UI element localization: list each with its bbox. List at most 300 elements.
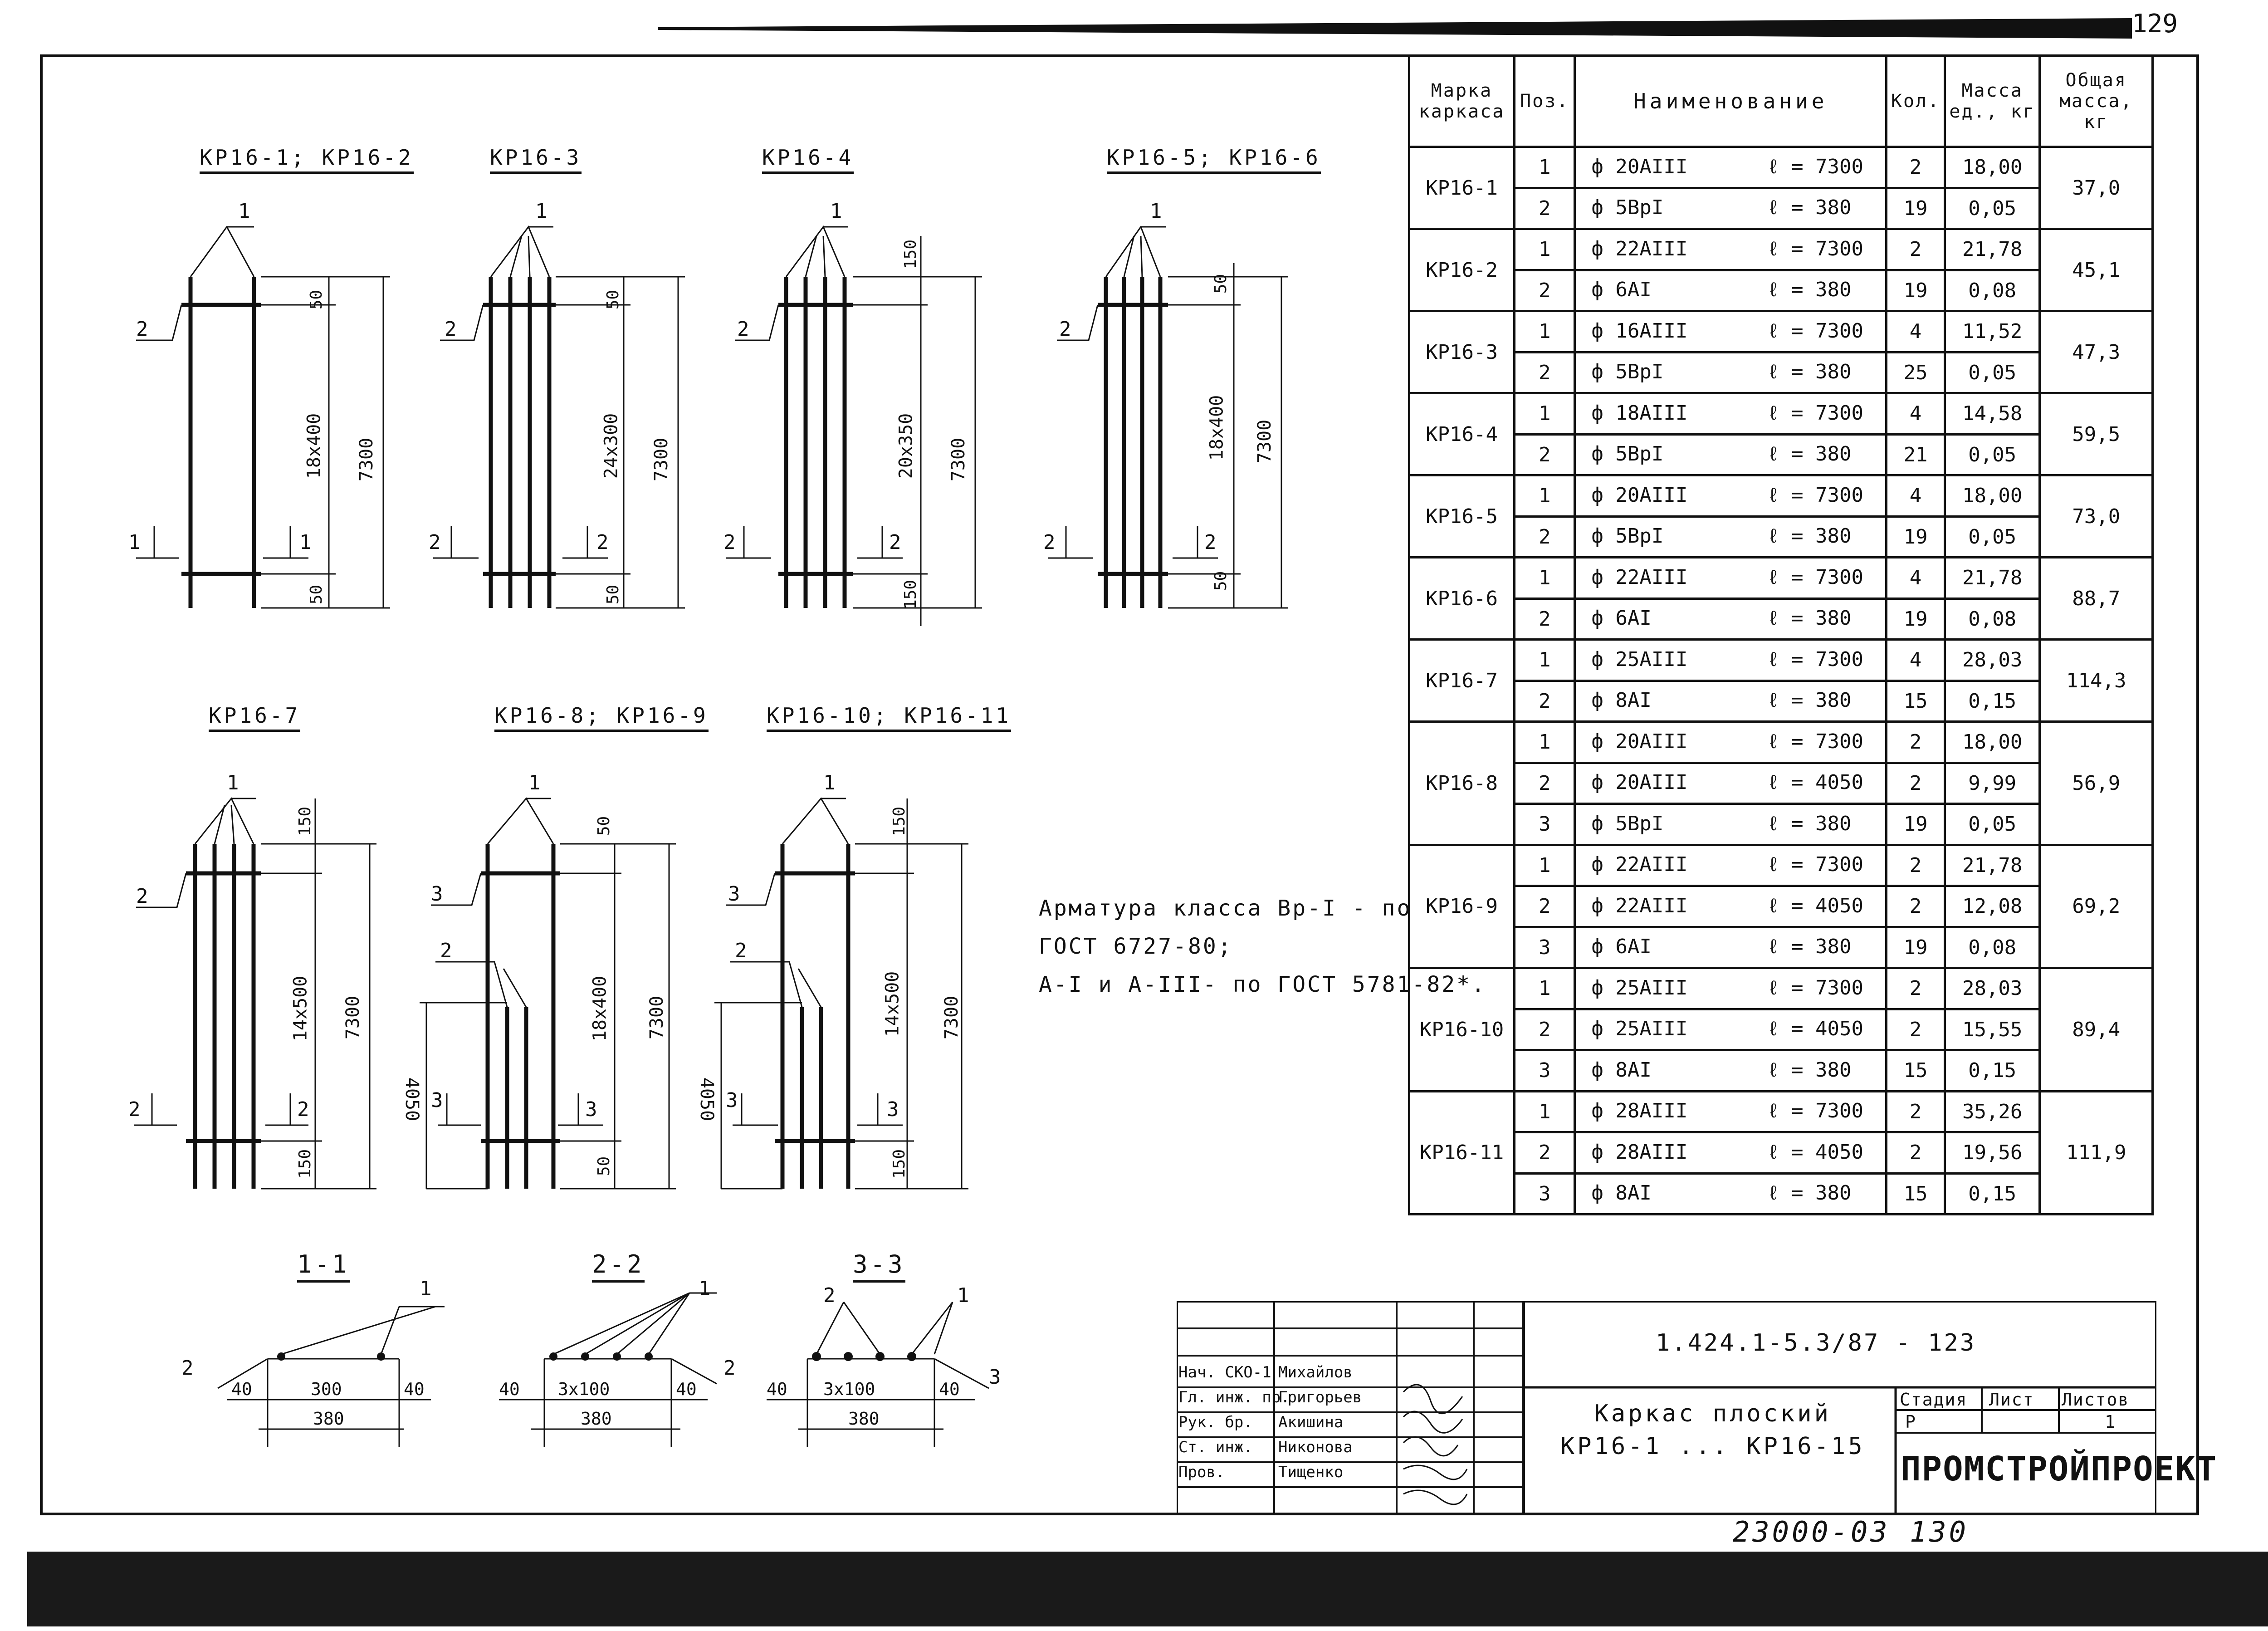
bar-length: ℓ = 7300 [1767, 976, 1864, 999]
cell-unit-mass: 19,56 [1945, 1132, 2039, 1174]
pos-label: 3 [728, 882, 740, 906]
sig-role: Рук. бр. [1178, 1413, 1253, 1431]
cell-qty: 2 [1887, 722, 1945, 763]
sig-name: Тищенко [1278, 1463, 1344, 1481]
bar-length: ℓ = 380 [1767, 278, 1852, 302]
section-mark: 2 [596, 531, 609, 554]
cell-name [1575, 1132, 1887, 1174]
header-total-mass: Общая масса, кг [2040, 56, 2153, 147]
bar-designation: ф 22АIII [1591, 237, 1688, 260]
frame-title-4: КР16-5; КР16-6 [1107, 145, 1321, 174]
cell-total-mass: 111,9 [2040, 1091, 2153, 1215]
cell-unit-mass: 15,55 [1945, 1009, 2039, 1050]
sig-name: Никонова [1278, 1438, 1353, 1456]
cell-pos: 1 [1515, 722, 1575, 763]
cell-unit-mass: 18,00 [1945, 147, 2039, 188]
cell-name [1575, 393, 1887, 435]
cell-unit-mass: 0,15 [1945, 681, 2039, 722]
bar-designation: ф 6АI [1591, 278, 1652, 302]
sig-name: Михайлов [1278, 1363, 1353, 1381]
cell-unit-mass: 0,08 [1945, 927, 2039, 968]
cell-total-mass: 88,7 [2040, 558, 2153, 640]
pos-label: 2 [723, 1357, 736, 1380]
dim-text: 20x350 [895, 413, 917, 479]
cell-qty: 2 [1887, 229, 1945, 270]
cell-pos: 2 [1515, 681, 1575, 722]
bar-designation: ф 8АI [1591, 1181, 1652, 1205]
cell-pos: 2 [1515, 886, 1575, 927]
cell-qty: 15 [1887, 1050, 1945, 1092]
cell-mark: КР16-1 [1409, 147, 1515, 229]
drawing-title [1560, 1397, 1865, 1463]
dim-text: 40 [939, 1379, 960, 1399]
dim-text: 50 [307, 584, 326, 605]
dim-text: 7300 [356, 437, 377, 482]
header-pos: Поз. [1515, 56, 1575, 147]
cell-qty: 4 [1887, 311, 1945, 353]
cell-unit-mass: 14,58 [1945, 393, 2039, 435]
dim-text: 380 [848, 1409, 880, 1429]
bar-length: ℓ = 7300 [1767, 853, 1864, 877]
frame-title-1: КР16-1; КР16-2 [200, 145, 414, 174]
cell-name [1575, 722, 1887, 763]
pos-label: 1 [699, 1277, 711, 1300]
cell-name [1575, 1091, 1887, 1132]
bar-length: ℓ = 7300 [1767, 319, 1864, 343]
cell-name [1575, 1050, 1887, 1092]
cell-unit-mass: 28,03 [1945, 640, 2039, 681]
cell-unit-mass: 0,05 [1945, 434, 2039, 475]
cell-pos: 1 [1515, 558, 1575, 599]
cell-mark: КР16-3 [1409, 311, 1515, 393]
cell-unit-mass: 35,26 [1945, 1091, 2039, 1132]
cell-qty: 2 [1887, 147, 1945, 188]
bar-length: ℓ = 380 [1767, 1058, 1852, 1082]
cell-pos: 3 [1515, 1173, 1575, 1215]
cell-unit-mass: 0,08 [1945, 270, 2039, 311]
bar-designation: ф 20АIII [1591, 155, 1688, 178]
bar-designation: ф 18АIII [1591, 401, 1688, 425]
cell-qty: 15 [1887, 681, 1945, 722]
section-mark: 1 [128, 531, 141, 554]
dim-text: 150 [901, 239, 920, 269]
bar-designation: ф 28АIII [1591, 1099, 1688, 1123]
dim-text: 24x300 [601, 413, 622, 479]
cell-name [1575, 1009, 1887, 1050]
cell-unit-mass: 0,08 [1945, 598, 2039, 640]
bar-length: ℓ = 7300 [1767, 401, 1864, 425]
cell-name [1575, 352, 1887, 393]
bar-length: ℓ = 380 [1767, 607, 1852, 630]
cell-unit-mass: 0,05 [1945, 352, 2039, 393]
pos-label: 1 [535, 200, 547, 223]
dim-text: 50 [595, 816, 614, 836]
cell-pos: 3 [1515, 927, 1575, 968]
scan-bottom-bar [27, 1552, 2268, 1626]
section-title-3: 3-3 [853, 1250, 905, 1283]
section-title-1: 1-1 [297, 1250, 350, 1283]
table-body [1409, 147, 2153, 1215]
cell-pos: 1 [1515, 393, 1575, 435]
bar-length: ℓ = 4050 [1767, 1140, 1864, 1164]
note-line-1: Арматура класса Вр-I - по [1039, 896, 1412, 921]
cell-qty: 15 [1887, 1173, 1945, 1215]
bar-length: ℓ = 7300 [1767, 1099, 1864, 1123]
cell-name [1575, 147, 1887, 188]
cell-total-mass: 114,3 [2040, 640, 2153, 722]
dim-text: 50 [595, 1156, 614, 1176]
section-mark: 2 [297, 1098, 309, 1121]
cell-unit-mass: 28,03 [1945, 968, 2039, 1009]
bar-length: ℓ = 7300 [1767, 730, 1864, 753]
bar-designation: ф 20АIII [1591, 730, 1688, 753]
bar-designation: ф 28АIII [1591, 1140, 1688, 1164]
pos-label: 1 [830, 200, 842, 223]
dim-text: 150 [901, 579, 920, 610]
stage-header: Стадия [1900, 1390, 1968, 1410]
cell-qty: 2 [1887, 968, 1945, 1009]
table-row [1409, 640, 2153, 681]
section-mark: 2 [723, 531, 736, 554]
cell-pos: 3 [1515, 804, 1575, 845]
bar-designation: ф 6АI [1591, 935, 1652, 959]
cell-unit-mass: 0,15 [1945, 1173, 2039, 1215]
bar-designation: ф 8АI [1591, 1058, 1652, 1082]
section-mark: 2 [429, 531, 441, 554]
cell-name [1575, 886, 1887, 927]
cell-name [1575, 1173, 1887, 1215]
bar-length: ℓ = 380 [1767, 524, 1852, 548]
dim-text: 7300 [651, 437, 672, 482]
cell-qty: 4 [1887, 393, 1945, 435]
cell-mark: КР16-7 [1409, 640, 1515, 722]
dim-text: 40 [404, 1379, 425, 1399]
bar-length: ℓ = 380 [1767, 196, 1852, 220]
header-unit-mass: Масса ед., кг [1945, 56, 2039, 147]
bar-length: ℓ = 4050 [1767, 1017, 1864, 1041]
cell-qty: 4 [1887, 475, 1945, 517]
cell-total-mass: 73,0 [2040, 475, 2153, 558]
bar-designation: ф 16АIII [1591, 319, 1688, 343]
cell-total-mass: 45,1 [2040, 229, 2153, 311]
dim-text: 50 [1212, 571, 1231, 591]
cell-unit-mass: 18,00 [1945, 475, 2039, 517]
cell-total-mass: 37,0 [2040, 147, 2153, 229]
cell-mark: КР16-4 [1409, 393, 1515, 475]
table-row [1409, 311, 2153, 353]
organization-name: ПРОМСТРОЙПРОЕКТ [1901, 1450, 2218, 1489]
cell-unit-mass: 0,05 [1945, 804, 2039, 845]
bar-length: ℓ = 380 [1767, 360, 1852, 384]
bar-designation: ф 5ВрI [1591, 442, 1664, 466]
cell-qty: 19 [1887, 804, 1945, 845]
cell-total-mass: 59,5 [2040, 393, 2153, 475]
cell-pos: 1 [1515, 640, 1575, 681]
sheets-header: Листов [2062, 1390, 2130, 1410]
sig-role: Пров. [1178, 1463, 1225, 1481]
dim-text: 4050 [401, 1077, 423, 1122]
cell-pos: 2 [1515, 1132, 1575, 1174]
cell-pos: 2 [1515, 598, 1575, 640]
bar-length: ℓ = 4050 [1767, 771, 1864, 794]
cell-mark: КР16-2 [1409, 229, 1515, 311]
cell-name [1575, 763, 1887, 804]
bar-designation: ф 22АIII [1591, 565, 1688, 589]
cell-pos: 1 [1515, 845, 1575, 886]
pos-label: 2 [735, 939, 747, 962]
sig-name: Акишина [1278, 1413, 1344, 1431]
dim-text: 3x100 [823, 1379, 875, 1399]
document-code: 1.424.1-5.3/87 - 123 [1656, 1329, 1976, 1357]
dim-text: 150 [296, 1149, 315, 1179]
cell-unit-mass: 12,08 [1945, 886, 2039, 927]
table-row [1409, 229, 2153, 270]
section-mark: 2 [128, 1098, 141, 1121]
dim-text: 40 [499, 1379, 520, 1399]
pos-label: 1 [420, 1277, 432, 1300]
pos-label: 1 [238, 200, 250, 223]
cell-total-mass: 56,9 [2040, 722, 2153, 845]
cell-unit-mass: 11,52 [1945, 311, 2039, 353]
drawing-title-line-1: Каркас плоский [1594, 1400, 1831, 1427]
sig-name: Григорьев [1278, 1388, 1362, 1406]
bar-length: ℓ = 380 [1767, 689, 1852, 712]
pos-label: 1 [823, 771, 836, 794]
dim-text: 150 [296, 806, 315, 837]
bar-length: ℓ = 380 [1767, 812, 1852, 835]
sig-role: Нач. СКО-1 [1178, 1363, 1271, 1381]
pos-label: 3 [989, 1366, 1001, 1389]
cell-qty: 19 [1887, 270, 1945, 311]
cell-name [1575, 311, 1887, 353]
table-row [1409, 1091, 2153, 1132]
pos-label: 2 [136, 318, 148, 341]
frame-title-7: КР16-10; КР16-11 [767, 703, 1011, 732]
cell-pos: 1 [1515, 229, 1575, 270]
table-row [1409, 393, 2153, 435]
cell-name [1575, 270, 1887, 311]
note-line-3: А-I и А-III- по ГОСТ 5781-82*. [1039, 972, 1486, 997]
sig-role: Гл. инж. пр. [1178, 1388, 1290, 1406]
cell-pos: 2 [1515, 1009, 1575, 1050]
bar-designation: ф 6АI [1591, 607, 1652, 630]
cell-pos: 2 [1515, 763, 1575, 804]
table-row [1409, 475, 2153, 517]
dim-text: 150 [890, 806, 909, 837]
archive-number: 23000-03 130 [1733, 1515, 1969, 1548]
section-mark: 3 [726, 1089, 738, 1112]
cell-name [1575, 598, 1887, 640]
pos-label: 1 [1150, 200, 1162, 223]
sheet-number: 129 [2132, 9, 2178, 39]
cell-pos: 1 [1515, 475, 1575, 517]
cell-qty: 2 [1887, 845, 1945, 886]
cell-mark: КР16-6 [1409, 558, 1515, 640]
header-mark: Марка каркаса [1409, 56, 1515, 147]
cell-name [1575, 475, 1887, 517]
cell-name [1575, 188, 1887, 229]
section-mark: 2 [889, 531, 901, 554]
header-qty: Кол. [1887, 56, 1945, 147]
dim-text: 7300 [941, 995, 963, 1040]
cell-pos: 1 [1515, 1091, 1575, 1132]
cell-qty: 4 [1887, 640, 1945, 681]
drawing-title-line-2: КР16-1 ... КР16-15 [1560, 1433, 1865, 1460]
cell-pos: 2 [1515, 352, 1575, 393]
cell-name [1575, 434, 1887, 475]
pos-label: 2 [737, 318, 749, 341]
dim-text: 40 [676, 1379, 697, 1399]
section-mark: 2 [1204, 531, 1217, 554]
cell-pos: 1 [1515, 968, 1575, 1009]
pos-label: 2 [823, 1284, 836, 1307]
note-line-2: ГОСТ 6727-80; [1039, 934, 1233, 959]
dim-text: 50 [604, 289, 623, 310]
cell-name [1575, 516, 1887, 558]
pos-label: 2 [181, 1357, 194, 1380]
bar-designation: ф 22АIII [1591, 894, 1688, 917]
section-mark: 3 [431, 1089, 443, 1112]
sig-role: Ст. инж. [1178, 1438, 1253, 1456]
frame-title-5: КР16-7 [209, 703, 300, 732]
cell-unit-mass: 21,78 [1945, 845, 2039, 886]
pos-label: 1 [957, 1284, 969, 1307]
bar-designation: ф 25АIII [1591, 976, 1688, 999]
cell-mark: КР16-11 [1409, 1091, 1515, 1215]
sheets-value: 1 [2105, 1412, 2116, 1432]
dim-text: 3x100 [558, 1379, 610, 1399]
cell-unit-mass: 9,99 [1945, 763, 2039, 804]
header-name: Наименование [1575, 56, 1887, 147]
dim-text: 7300 [948, 437, 969, 482]
section-mark: 1 [299, 531, 312, 554]
cell-total-mass: 47,3 [2040, 311, 2153, 393]
table-row [1409, 722, 2153, 763]
cell-unit-mass: 0,05 [1945, 188, 2039, 229]
cell-pos: 2 [1515, 434, 1575, 475]
section-title-2: 2-2 [592, 1250, 645, 1283]
cell-name [1575, 804, 1887, 845]
cell-name [1575, 927, 1887, 968]
cell-qty: 2 [1887, 1132, 1945, 1174]
bar-length: ℓ = 4050 [1767, 894, 1864, 917]
cell-mark: КР16-5 [1409, 475, 1515, 558]
section-mark: 3 [887, 1098, 899, 1121]
cell-qty: 2 [1887, 1091, 1945, 1132]
bar-designation: ф 20АIII [1591, 771, 1688, 794]
dim-text: 40 [231, 1379, 252, 1399]
cell-qty: 19 [1887, 927, 1945, 968]
bar-length: ℓ = 380 [1767, 935, 1852, 959]
bar-length: ℓ = 7300 [1767, 483, 1864, 507]
cell-unit-mass: 0,15 [1945, 1050, 2039, 1092]
cell-qty: 25 [1887, 352, 1945, 393]
bar-length: ℓ = 7300 [1767, 237, 1864, 260]
table-row [1409, 558, 2153, 599]
bar-length: ℓ = 380 [1767, 1181, 1852, 1205]
bar-designation: ф 5ВрI [1591, 524, 1664, 548]
dim-text: 18x400 [303, 413, 325, 479]
cell-qty: 19 [1887, 598, 1945, 640]
bar-designation: ф 22АIII [1591, 853, 1688, 877]
dim-text: 14x500 [290, 975, 311, 1042]
table-header-row [1409, 56, 2153, 147]
cell-unit-mass: 21,78 [1945, 229, 2039, 270]
bar-designation: ф 8АI [1591, 689, 1652, 712]
dim-text: 50 [1212, 274, 1231, 294]
dim-text: 150 [890, 1149, 909, 1179]
dim-text: 4050 [696, 1077, 718, 1122]
sheet-header: Лист [1989, 1390, 2034, 1410]
dim-text: 7300 [342, 995, 364, 1040]
cell-pos: 1 [1515, 311, 1575, 353]
cell-unit-mass: 18,00 [1945, 722, 2039, 763]
specification-table [1408, 54, 2154, 1215]
cell-qty: 2 [1887, 763, 1945, 804]
cell-name [1575, 640, 1887, 681]
cell-qty: 2 [1887, 886, 1945, 927]
bar-length: ℓ = 7300 [1767, 155, 1864, 178]
table-row [1409, 968, 2153, 1009]
table-row [1409, 845, 2153, 886]
cell-name [1575, 558, 1887, 599]
section-mark: 2 [1043, 531, 1056, 554]
dim-text: 300 [311, 1379, 342, 1399]
bar-length: ℓ = 7300 [1767, 647, 1864, 671]
cell-qty: 21 [1887, 434, 1945, 475]
dim-text: 18x400 [589, 975, 611, 1042]
cell-qty: 2 [1887, 1009, 1945, 1050]
bar-designation: ф 5ВрI [1591, 360, 1664, 384]
cell-name [1575, 968, 1887, 1009]
pos-label: 2 [445, 318, 457, 341]
cell-name [1575, 845, 1887, 886]
cell-mark: КР16-10 [1409, 968, 1515, 1092]
dim-text: 50 [307, 289, 326, 310]
cell-unit-mass: 0,05 [1945, 516, 2039, 558]
pos-label: 2 [136, 885, 148, 908]
cell-qty: 19 [1887, 188, 1945, 229]
cell-qty: 4 [1887, 558, 1945, 599]
bar-designation: ф 25АIII [1591, 1017, 1688, 1041]
pos-label: 2 [1059, 318, 1071, 341]
cell-name [1575, 229, 1887, 270]
pos-label: 1 [227, 771, 239, 794]
dim-text: 40 [767, 1379, 787, 1399]
pos-label: 1 [528, 771, 541, 794]
cell-pos: 2 [1515, 516, 1575, 558]
bar-length: ℓ = 380 [1767, 442, 1852, 466]
cell-total-mass: 89,4 [2040, 968, 2153, 1092]
pos-label: 2 [440, 939, 452, 962]
dim-text: 50 [604, 584, 623, 605]
dim-text: 14x500 [882, 971, 903, 1037]
cell-mark: КР16-9 [1409, 845, 1515, 968]
bar-designation: ф 20АIII [1591, 483, 1688, 507]
bar-designation: ф 5ВрI [1591, 196, 1664, 220]
cell-qty: 19 [1887, 516, 1945, 558]
cell-pos: 3 [1515, 1050, 1575, 1092]
cell-pos: 2 [1515, 270, 1575, 311]
dim-text: 7300 [1254, 419, 1276, 464]
bar-length: ℓ = 7300 [1767, 565, 1864, 589]
stage-value: Р [1905, 1412, 1916, 1432]
cell-pos: 1 [1515, 147, 1575, 188]
cell-name [1575, 681, 1887, 722]
frame-title-6: КР16-8; КР16-9 [494, 703, 709, 732]
pos-label: 3 [431, 882, 443, 906]
cell-unit-mass: 21,78 [1945, 558, 2039, 599]
